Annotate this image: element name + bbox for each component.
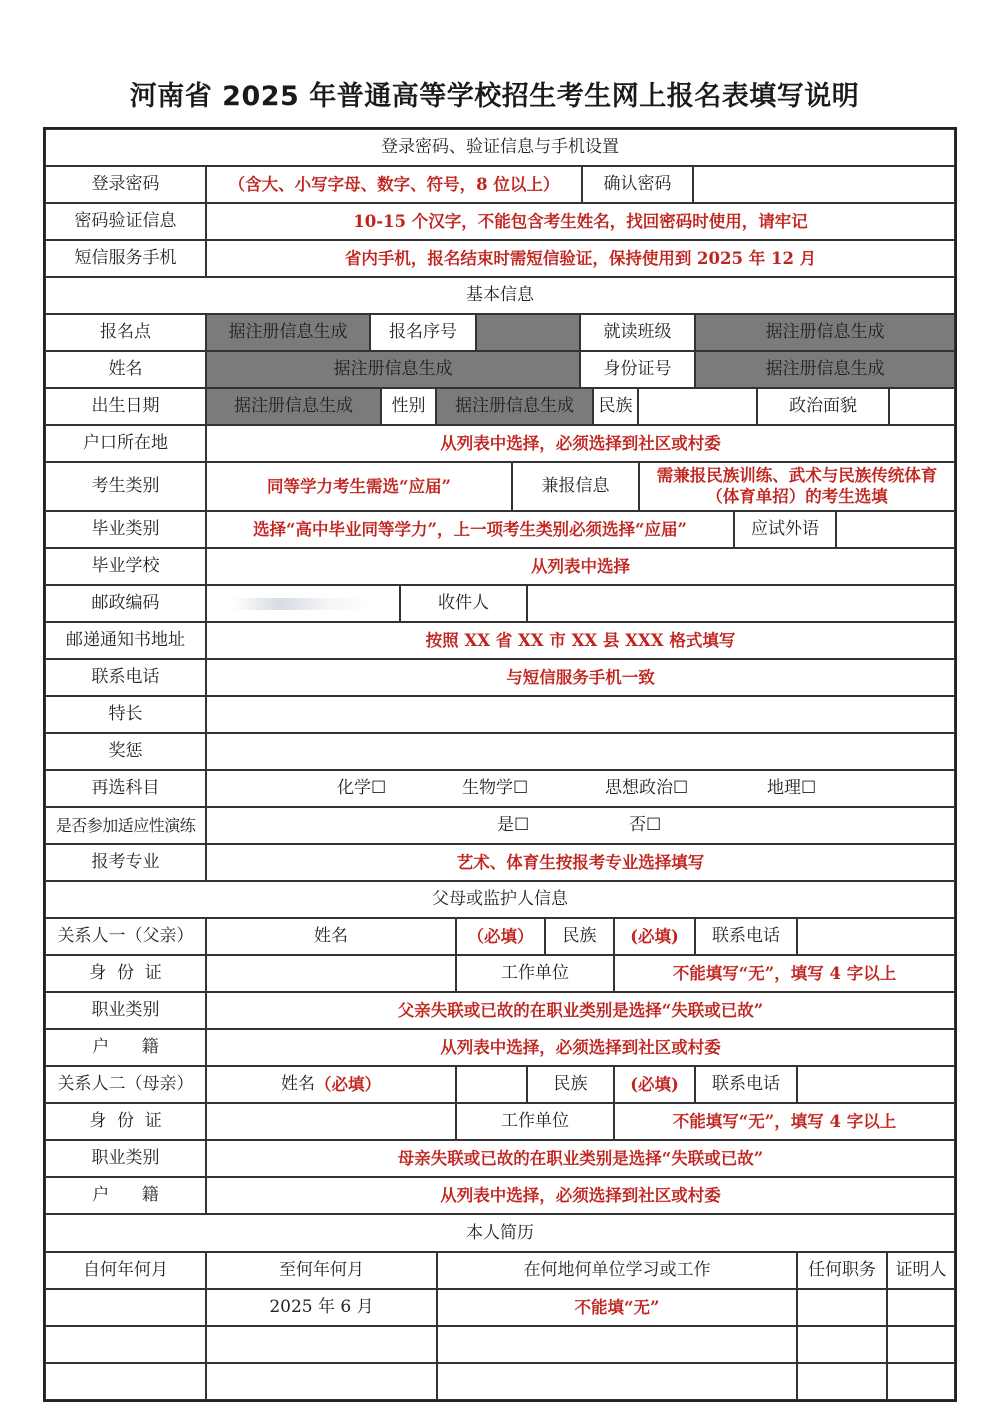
section-parents-header: 父母或监护人信息	[45, 881, 955, 918]
class-label: 就读班级	[580, 314, 695, 351]
parent2-hukou-label: 户 籍	[45, 1177, 206, 1214]
grad-type-label: 毕业类别	[45, 511, 206, 548]
section-resume-header: 本人简历	[45, 1214, 955, 1252]
ethnic-label: 民族	[593, 388, 638, 425]
phone-label: 联系电话	[45, 659, 206, 696]
resume-row1-to[interactable]: 2025 年 6 月	[206, 1289, 437, 1326]
parent1-hukou-note[interactable]: 从列表中选择，必须选择到社区或村委	[206, 1029, 955, 1066]
registration-form-table	[43, 127, 957, 1402]
resume-row3-from[interactable]	[45, 1363, 206, 1400]
parent1-job-note[interactable]: 父亲失联或已故的在职业类别是选择“失联或已故”	[206, 992, 955, 1029]
resume-row1-position[interactable]	[797, 1289, 887, 1326]
class-auto-value: 据注册信息生成	[695, 314, 955, 351]
parent2-id-field[interactable]	[206, 1103, 456, 1140]
resume-row2-from[interactable]	[45, 1326, 206, 1363]
id-number-auto-value: 据注册信息生成	[695, 351, 955, 388]
parent2-name-field[interactable]	[456, 1066, 527, 1103]
category-note[interactable]: 同等学力考生需选“应届”	[206, 462, 512, 511]
subjects-field	[206, 770, 955, 807]
parent1-ethnic-required[interactable]: (必填)	[614, 918, 695, 955]
resume-row1-place[interactable]: 不能填“无”	[437, 1289, 797, 1326]
verify-info-note[interactable]: 10-15 个汉字，不能包含考生姓名，找回密码时使用，请牢记	[206, 203, 955, 240]
parent1-label: 关系人一（父亲）	[45, 918, 206, 955]
parent2-name-required: （必填）	[315, 1074, 381, 1094]
subject-chemistry-checkbox[interactable]: 化学☐	[337, 778, 387, 799]
name-label: 姓名	[45, 351, 206, 388]
resume-header-place: 在何地何单位学习或工作	[437, 1252, 797, 1289]
drill-yes-checkbox[interactable]: 是☐	[497, 815, 530, 836]
recipient-label: 收件人	[400, 585, 527, 622]
confirm-password-label: 确认密码	[582, 166, 693, 203]
seq-value	[476, 314, 580, 351]
resume-row3-position[interactable]	[797, 1363, 887, 1400]
subject-biology-checkbox[interactable]: 生物学☐	[462, 778, 529, 799]
extra-info-note[interactable]: 需兼报民族训练、武术与民族传统体育（体育单招）的考生选填	[639, 462, 955, 511]
parent2-phone-label: 联系电话	[695, 1066, 797, 1103]
site-auto-value: 据注册信息生成	[206, 314, 370, 351]
confirm-password-field[interactable]	[693, 166, 955, 203]
password-note[interactable]: （含大、小写字母、数字、符号，8 位以上）	[206, 166, 582, 203]
blurred-zip-value	[233, 598, 373, 610]
talent-label: 特长	[45, 696, 206, 733]
parent1-id-label: 身 份 证	[45, 955, 206, 992]
parent2-job-note[interactable]: 母亲失联或已故的在职业类别是选择“失联或已故”	[206, 1140, 955, 1177]
exam-language-field[interactable]	[836, 511, 955, 548]
resume-header-position: 任何职务	[797, 1252, 887, 1289]
parent2-label: 关系人二（母亲）	[45, 1066, 206, 1103]
resume-header-witness: 证明人	[887, 1252, 955, 1289]
drill-label: 是否参加适应性演练	[45, 807, 206, 844]
resume-row2-witness[interactable]	[887, 1326, 955, 1363]
school-note[interactable]: 从列表中选择	[206, 548, 955, 585]
exam-language-label: 应试外语	[734, 511, 836, 548]
parent1-name-required[interactable]: （必填）	[456, 918, 545, 955]
sms-phone-label: 短信服务手机	[45, 240, 206, 277]
drill-field	[206, 807, 955, 844]
password-label: 登录密码	[45, 166, 206, 203]
ethnic-field[interactable]	[638, 388, 757, 425]
section-login-header: 登录密码、验证信息与手机设置	[45, 129, 955, 166]
resume-header-from: 自何年何月	[45, 1252, 206, 1289]
major-note[interactable]: 艺术、体育生按报考专业选择填写	[206, 844, 955, 881]
parent1-phone-field[interactable]	[797, 918, 955, 955]
subjects-label: 再选科目	[45, 770, 206, 807]
birth-auto-value: 据注册信息生成	[206, 388, 381, 425]
extra-info-label: 兼报信息	[512, 462, 639, 511]
parent2-work-label: 工作单位	[456, 1103, 614, 1140]
resume-row2-to[interactable]	[206, 1326, 437, 1363]
page-title: 河南省 2025 年普通高等学校招生考生网上报名表填写说明	[129, 81, 860, 112]
resume-header-to: 至何年何月	[206, 1252, 437, 1289]
parent1-work-label: 工作单位	[456, 955, 614, 992]
site-label: 报名点	[45, 314, 206, 351]
zip-label: 邮政编码	[45, 585, 206, 622]
parent1-work-note[interactable]: 不能填写“无”，填写 4 字以上	[614, 955, 955, 992]
political-field[interactable]	[889, 388, 955, 425]
phone-note[interactable]: 与短信服务手机一致	[206, 659, 955, 696]
recipient-field[interactable]	[527, 585, 955, 622]
parent1-name-label: 姓名	[206, 918, 456, 955]
parent2-job-label: 职业类别	[45, 1140, 206, 1177]
parent2-hukou-note[interactable]: 从列表中选择，必须选择到社区或村委	[206, 1177, 955, 1214]
parent1-job-label: 职业类别	[45, 992, 206, 1029]
resume-row2-place[interactable]	[437, 1326, 797, 1363]
category-label: 考生类别	[45, 462, 206, 511]
sms-phone-note[interactable]: 省内手机，报名结束时需短信验证，保持使用到 2025 年 12 月	[206, 240, 955, 277]
name-auto-value: 据注册信息生成	[206, 351, 580, 388]
parent2-id-label: 身 份 证	[45, 1103, 206, 1140]
major-label: 报考专业	[45, 844, 206, 881]
resume-row1-witness[interactable]	[887, 1289, 955, 1326]
talent-field[interactable]	[206, 696, 955, 733]
resume-row3-place[interactable]	[437, 1363, 797, 1400]
school-label: 毕业学校	[45, 548, 206, 585]
seq-label: 报名序号	[370, 314, 476, 351]
address-label: 邮递通知书地址	[45, 622, 206, 659]
subject-geography-checkbox[interactable]: 地理☐	[767, 778, 817, 799]
birth-label: 出生日期	[45, 388, 206, 425]
political-label: 政治面貌	[757, 388, 889, 425]
gender-auto-value: 据注册信息生成	[436, 388, 593, 425]
hukou-note[interactable]: 从列表中选择，必须选择到社区或村委	[206, 425, 955, 462]
verify-info-label: 密码验证信息	[45, 203, 206, 240]
award-field[interactable]	[206, 733, 955, 770]
id-number-label: 身份证号	[580, 351, 695, 388]
parent2-name-text: 姓名	[281, 1074, 315, 1095]
resume-row2-position[interactable]	[797, 1326, 887, 1363]
parent2-work-note[interactable]: 不能填写“无”，填写 4 字以上	[614, 1103, 955, 1140]
parent1-id-field[interactable]	[206, 955, 456, 992]
address-note[interactable]: 按照 XX 省 XX 市 XX 县 XXX 格式填写	[206, 622, 955, 659]
resume-row3-to[interactable]	[206, 1363, 437, 1400]
hukou-label: 户口所在地	[45, 425, 206, 462]
parent2-phone-field[interactable]	[797, 1066, 955, 1103]
parent2-name-label	[206, 1066, 456, 1103]
drill-no-checkbox[interactable]: 否☐	[629, 815, 662, 836]
grad-type-note[interactable]: 选择“高中毕业同等学力”，上一项考生类别必须选择“应届”	[206, 511, 734, 548]
parent1-ethnic-label: 民族	[545, 918, 614, 955]
award-label: 奖惩	[45, 733, 206, 770]
parent2-ethnic-required[interactable]: (必填)	[614, 1066, 695, 1103]
zip-field[interactable]	[206, 585, 400, 622]
subject-politics-checkbox[interactable]: 思想政治☐	[605, 778, 689, 799]
resume-row3-witness[interactable]	[887, 1363, 955, 1400]
parent1-phone-label: 联系电话	[695, 918, 797, 955]
gender-label: 性别	[381, 388, 436, 425]
parent2-ethnic-label: 民族	[527, 1066, 614, 1103]
parent1-hukou-label: 户 籍	[45, 1029, 206, 1066]
section-basic-header: 基本信息	[45, 277, 955, 314]
resume-row1-from[interactable]	[45, 1289, 206, 1326]
